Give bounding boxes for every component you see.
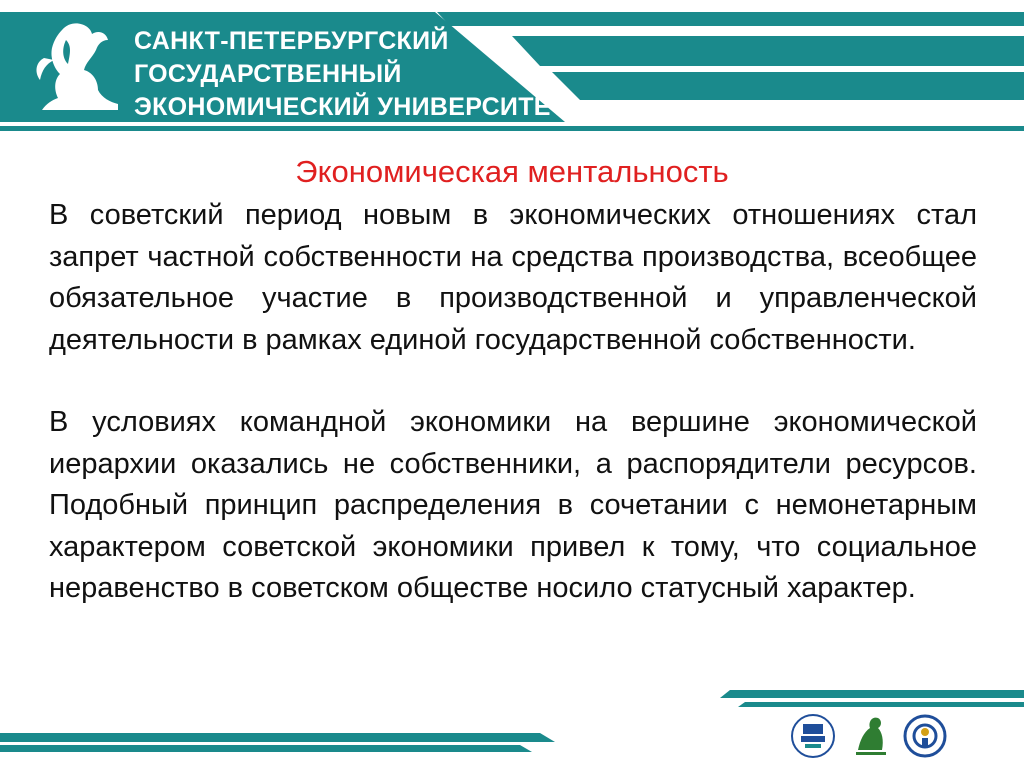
slide-title: Экономическая ментальность [295, 154, 729, 189]
body-paragraph-2: В условиях командной экономики на вершине экономической иерархии оказались не собственники, а распорядители ресурсов. Подобный принцип распределения в сочетании с немонетарным характером советской экономики привел к тому, что социальное неравенство в советском обществе носило статусный характер. [49, 406, 977, 604]
university-name [134, 25, 566, 124]
body-paragraph-1: В советский период новым в экономических отношениях стал запрет частной собственности на средства производства, всеобщее обязательное участие в производственной и управленческой деятельности в рамках единой государственной собственности. [49, 199, 977, 356]
slide-body [49, 195, 977, 610]
partner-emblem-icon-1 [790, 712, 836, 760]
partner-emblem-icon-2 [902, 712, 948, 760]
griffin-logo-icon [32, 18, 122, 118]
university-name-line-1: САНКТ-ПЕТЕРБУРГСКИЙ [134, 27, 449, 55]
university-name-line-3: ЭКОНОМИЧЕСКИЙ УНИВЕРСИТЕТ [134, 93, 567, 121]
header-banner [0, 0, 1024, 135]
finek-logo-icon [848, 712, 894, 760]
university-name-line-2: ГОСУДАРСТВЕННЫЙ [134, 60, 402, 88]
